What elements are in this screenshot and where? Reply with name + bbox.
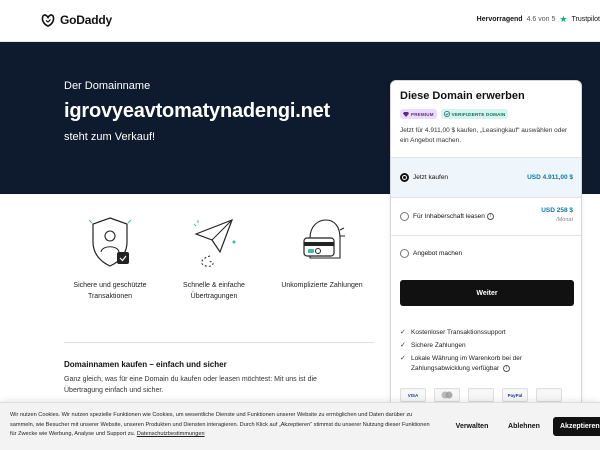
privacy-policy-link[interactable]: Datenschutzbestimmungen	[136, 431, 205, 437]
reject-cookies-button[interactable]: Ablehnen	[502, 417, 546, 436]
payment-card-icon	[536, 388, 562, 402]
feature-label-line2: Übertragungen	[190, 293, 238, 300]
feature-label-line1: Sichere und geschützte	[73, 282, 147, 289]
card-description: Jetzt für 4.911,00 $ kaufen, „Leasingkauf“ auswählen oder ein Angebot machen.	[400, 127, 568, 144]
option-lease[interactable]	[391, 197, 581, 235]
check-icon: ✓	[400, 329, 406, 336]
top-navigation-bar	[0, 0, 600, 42]
feature-label-line2: Transaktionen	[87, 293, 133, 300]
info-icon[interactable]: i	[503, 365, 510, 372]
info-icon[interactable]: i	[487, 213, 494, 220]
verified-badge	[441, 109, 509, 119]
option-make-offer[interactable]	[391, 235, 581, 271]
card-title: Diese Domain erwerben	[400, 90, 525, 102]
credit-card-icon	[296, 212, 348, 274]
option-price-period: /Monat	[556, 217, 573, 223]
features-section	[56, 212, 376, 322]
visa-logo-icon: VISA	[400, 388, 426, 402]
section-divider	[64, 342, 374, 343]
mastercard-circles	[440, 391, 454, 399]
feature-secure	[56, 212, 164, 302]
cookie-text	[10, 411, 436, 440]
info-text: Ganz gleich, was für eine Domain du kaufen oder leasen möchtest: Mit uns ist die Übertragung einfach und sicher.	[64, 376, 317, 394]
continue-button[interactable]: Weiter	[400, 280, 574, 306]
option-buy-now[interactable]	[391, 157, 581, 197]
mastercard-logo-icon	[434, 388, 460, 402]
hero-intro: Der Domainname	[64, 80, 151, 92]
logo-text: GoDaddy	[60, 13, 112, 27]
option-label: Jetzt kaufen	[413, 174, 449, 181]
feature-transfer	[160, 212, 268, 302]
benefit-text: Lokale Währung im Warenkorb bei der Zahlungsabwicklung verfügbar	[411, 355, 523, 372]
info-heading: Domainnamen kaufen – einfach und sicher	[64, 360, 227, 369]
feature-label-line1: Unkomplizierte Zahlungen	[281, 282, 363, 289]
benefit-item	[400, 328, 575, 338]
check-icon: ✓	[400, 355, 406, 362]
option-lease-label	[413, 213, 494, 220]
feature-label	[160, 280, 268, 302]
cookie-message: Wir nutzen Cookies. Wir nutzen spezielle Funktionen wie Cookies, um wesentliche Dienste und Funktionen unserer Website zu ermöglichen und Daten darüber zu sammeln, wie Besucher mit unserer Website, unseren Produkten und Diensten interagieren. Durch Klick auf „Akzeptieren“ stimmst du unserer Nutzung dieser Funktionen für Zwecke wie Werbung, Analyse und Support zu.	[10, 412, 430, 437]
benefit-item	[400, 354, 575, 374]
benefit-text: Kostenloser Transaktionssupport	[411, 329, 506, 336]
diamond-icon	[403, 112, 409, 117]
cookie-banner	[0, 402, 600, 450]
check-icon: ✓	[400, 342, 406, 349]
benefits-list	[400, 328, 575, 377]
paper-plane-icon	[188, 212, 240, 274]
option-label: Für Inhaberschaft leasen	[413, 213, 485, 221]
payment-methods	[400, 388, 562, 402]
amex-logo-icon	[468, 388, 494, 402]
trust-brand: Trustpilot	[571, 16, 600, 23]
premium-badge-label: PREMIUM	[411, 111, 434, 117]
badges	[400, 109, 508, 119]
feature-payments	[268, 212, 376, 291]
godaddy-logo-icon	[40, 12, 56, 28]
trust-label: Hervorragend	[476, 16, 523, 23]
verified-badge-label: VERIFIZIERTE DOMAIN	[451, 111, 506, 117]
benefit-item	[400, 341, 575, 351]
benefit-text: Sichere Zahlungen	[411, 342, 466, 349]
paypal-logo-icon: PayPal	[502, 388, 528, 402]
shield-id-icon	[85, 212, 135, 274]
feature-label	[268, 280, 376, 291]
accept-cookies-button[interactable]: Akzeptieren	[553, 417, 600, 436]
manage-cookies-button[interactable]: Verwalten	[446, 417, 498, 436]
godaddy-logo[interactable]	[40, 12, 112, 28]
trust-score: 4.6 von 5	[526, 16, 556, 23]
purchase-card	[390, 80, 582, 420]
option-price: USD 4.911,00 $	[527, 174, 573, 181]
radio-buy-now[interactable]	[400, 173, 409, 182]
trustpilot-star-icon: ★	[559, 14, 568, 24]
radio-make-offer[interactable]	[400, 249, 409, 258]
for-sale-text: steht zum Verkauf!	[64, 131, 156, 143]
feature-label-line1: Schnelle & einfache	[183, 282, 245, 289]
trustpilot-rating[interactable]	[477, 15, 600, 24]
domain-name: igrovyeavtomatynadengi.net	[64, 100, 330, 122]
radio-lease[interactable]	[400, 212, 409, 221]
option-label: Angebot machen	[413, 250, 463, 257]
option-price: USD 258 $	[541, 207, 573, 214]
feature-label	[56, 280, 164, 302]
verified-check-icon	[444, 111, 450, 117]
premium-badge	[400, 109, 437, 119]
